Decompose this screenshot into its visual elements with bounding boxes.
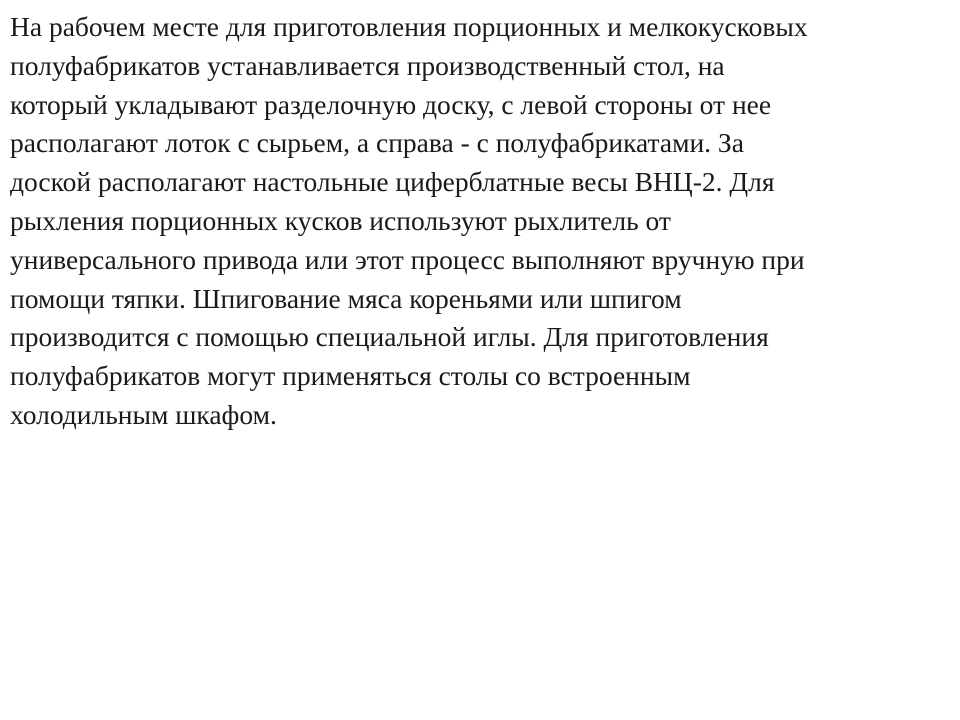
paragraph-line: располагают лоток с сырьем, а справа - с полуфабрикатами. За (10, 127, 744, 159)
paragraph-line: полуфабрикатов устанавливается производственный стол, на (10, 49, 725, 81)
body-paragraph (10, 8, 950, 435)
paragraph-line: помощи тяпки. Шпигование мяса кореньями или шпигом (10, 282, 682, 314)
paragraph-line: рыхления порционных кусков используют рыхлитель от (10, 204, 671, 236)
paragraph-line: производится с помощью специальной иглы. Для приготовления (10, 321, 769, 353)
paragraph-line: полуфабрикатов могут применяться столы со встроенным (10, 360, 691, 392)
paragraph-line: который укладывают разделочную доску, с левой стороны от нее (10, 88, 772, 120)
paragraph-line: На рабочем месте для приготовления порционных и мелкокусковых (10, 11, 808, 42)
paragraph-line: универсального привода или этот процесс выполняют вручную при (10, 243, 805, 275)
paragraph-line: холодильным шкафом. (10, 398, 277, 430)
paragraph-line: доской располагают настольные циферблатные весы ВНЦ-2. Для (10, 166, 775, 198)
